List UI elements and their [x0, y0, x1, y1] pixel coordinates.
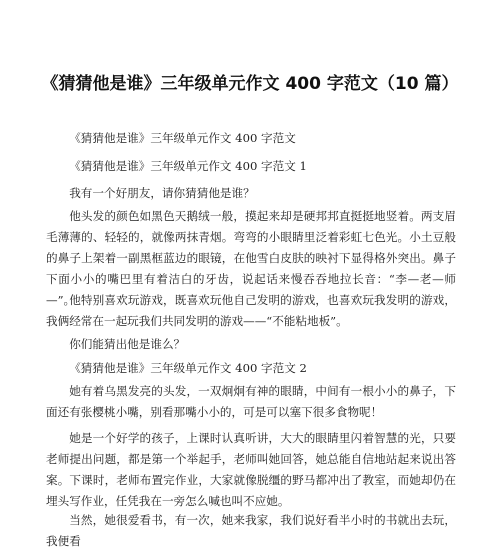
essay-2-paragraph: 她是一个好学的孩子，上课时认真听讲，大大的眼睛里闪着智慧的光，只要老师提出问题，都是第一个举起手，老师叫她回答，她总能自信地站起来说出答案。下课时，老师布置完作业，大家就像脱缰的野马都冲出了教室，而她却仍在埋头写作业，任凭我在一旁怎么喊也叫不应她。	[46, 431, 456, 508]
essay-1-paragraph: 你们能猜出他是谁么？	[69, 337, 186, 351]
essay-2-paragraph: 她有着乌黑发亮的头发，一双炯炯有神的眼睛，中间有一根小小的鼻子，下面还有张樱桃小嘴，别看那嘴小小的，可是可以塞下很多食物呢！	[46, 384, 456, 419]
subtitle-heading: 《猜猜他是谁》三年级单元作文 400 字范文	[69, 131, 296, 145]
essay-1-paragraph: 我有一个好朋友，请你猜猜他是谁？	[69, 186, 255, 200]
essay-1-paragraph: 他头发的颜色如黑色天鹅绒一般，摸起来却是硬邦邦直挺挺地竖着。两支眉毛薄薄的、轻轻的，就像两抹青烟。弯弯的小眼睛里泛着彩虹七色光。小土豆般的鼻子上架着一副黑框蓝边的眼镜，在他雪白皮肤的映衬下显得格外突出。鼻子下面小小的嘴巴里有着洁白的牙齿，说起话来慢吞吞地拉长音：“李—老—师—”。	[46, 209, 456, 307]
document-title: 《猜猜他是谁》三年级单元作文 400 字范文（10 篇）	[41, 74, 459, 94]
essay-2-heading: 《猜猜他是谁》三年级单元作文 400 字范文 2	[69, 361, 307, 375]
essay-2-paragraph: 当然，她很爱看书，有一次，她来我家，我们说好看半小时的书就出去玩，我便看	[46, 513, 456, 548]
essay-1-heading: 《猜猜他是谁》三年级单元作文 400 字范文 1	[69, 159, 307, 173]
essay-1-paragraph: 他特别喜欢玩游戏，既喜欢玩他自己发明的游戏，也喜欢玩我发明的游戏，我俩经常在一起玩我们共同发明的游戏——“不能粘地板”。	[46, 293, 456, 328]
